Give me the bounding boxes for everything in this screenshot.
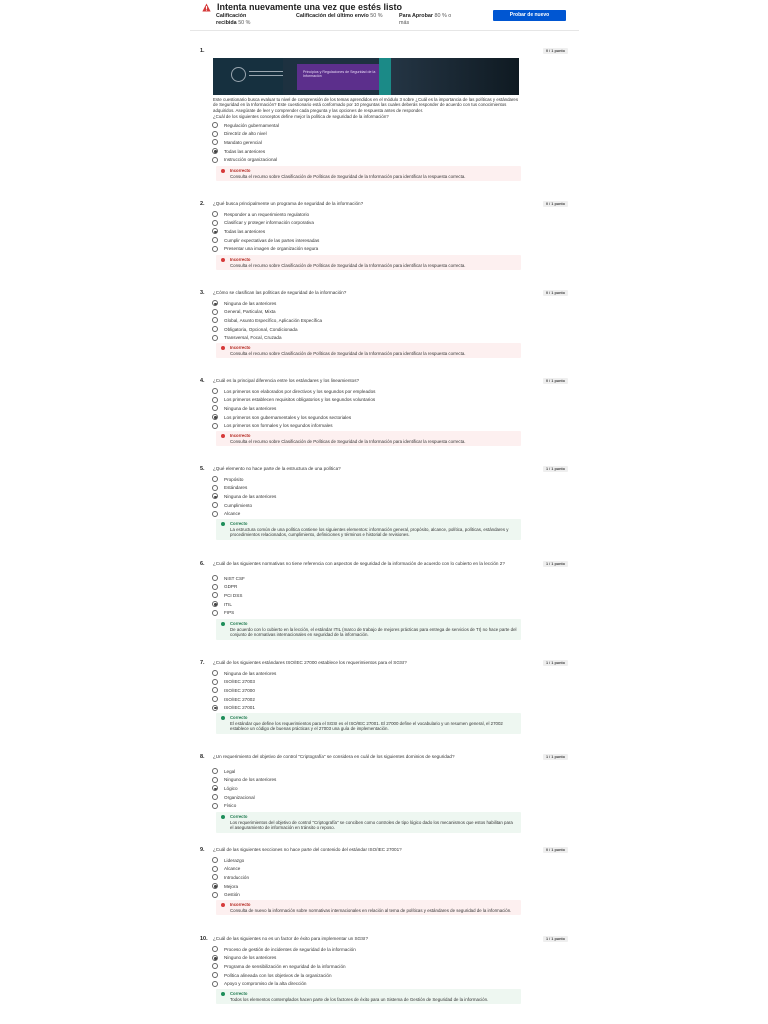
question-text: ¿Un requerimiento del objetivo de control "Criptografía" se considera en cuál de los siguientes dominios de seguridad?	[213, 754, 455, 759]
answer-option-label: Lógico	[224, 785, 238, 791]
radio-icon[interactable]	[212, 777, 218, 783]
warning-icon	[202, 3, 211, 12]
radio-icon[interactable]	[212, 575, 218, 581]
question-number: 3.	[200, 290, 205, 296]
feedback-text: Consulta el recurso sobre Clasificación de Políticas de Seguridad de la Información para identificar la respuesta correcta.	[230, 173, 466, 179]
answer-option[interactable]	[212, 767, 276, 776]
feedback-text: Todos los elementos contemplados hacen parte de los factores de éxito para un Sistema de Gestión de Seguridad de la información.	[230, 996, 489, 1002]
answer-option[interactable]	[212, 227, 319, 236]
question-header	[200, 48, 568, 58]
answer-option-label: Transversal, Focal, Cruzada	[224, 335, 282, 341]
radio-icon[interactable]	[212, 511, 218, 517]
answer-option-label: Responder a un requerimiento regulatorio	[224, 211, 310, 217]
feedback-text: Consulta el recurso sobre Clasificación de Políticas de Seguridad de la Información para identificar la respuesta correcta.	[230, 438, 466, 444]
feedback-title: Incorrecto	[230, 902, 251, 907]
answer-option-label: Regulación gubernamental	[224, 122, 279, 128]
answer-option[interactable]	[212, 979, 356, 988]
question-number: 4.	[200, 378, 205, 384]
answer-option[interactable]	[212, 873, 249, 882]
answer-option-label: Legal	[224, 768, 236, 774]
received-grade-label: Calificación recibida	[216, 13, 247, 26]
answer-options	[212, 945, 356, 988]
answer-option[interactable]	[212, 492, 276, 501]
answer-option-label: Liderazgo	[224, 857, 245, 863]
radio-selected-icon[interactable]	[212, 883, 218, 889]
radio-icon[interactable]	[212, 981, 218, 987]
answer-option[interactable]	[212, 962, 356, 971]
answer-option-label: Estándares	[224, 485, 248, 491]
answer-options	[212, 387, 375, 430]
question-number: 1.	[200, 48, 205, 54]
feedback-correct	[216, 989, 521, 1004]
answer-option[interactable]	[212, 600, 245, 609]
error-icon	[221, 346, 225, 350]
feedback-title: Correcto	[230, 814, 248, 819]
answer-options	[212, 475, 276, 518]
feedback-correct	[216, 812, 521, 833]
answer-option[interactable]	[212, 971, 356, 980]
answer-option[interactable]	[212, 678, 276, 687]
radio-icon[interactable]	[212, 670, 218, 676]
feedback-title: Correcto	[230, 715, 248, 720]
answer-option-label: General, Particular, Mixta	[224, 309, 276, 315]
answer-option-label: Gestión	[224, 892, 240, 898]
answer-option[interactable]	[212, 155, 279, 164]
radio-icon[interactable]	[212, 963, 218, 969]
error-icon	[221, 903, 225, 907]
answer-option-label: Ninguno de los anteriores	[224, 777, 277, 783]
radio-icon[interactable]	[212, 397, 218, 403]
question-text: ¿Cuál de los siguientes conceptos define mejor la política de seguridad de la información?	[213, 114, 389, 119]
question-header	[200, 754, 568, 764]
radio-icon[interactable]	[212, 679, 218, 685]
radio-icon[interactable]	[212, 946, 218, 952]
radio-icon[interactable]	[212, 874, 218, 880]
error-icon	[221, 434, 225, 438]
question-header	[200, 561, 568, 571]
answer-option[interactable]	[212, 669, 276, 678]
radio-icon[interactable]	[212, 246, 218, 252]
answer-option-label: ISO/IEC 27000	[224, 687, 255, 693]
answer-option-label: PCI DSS	[224, 592, 243, 598]
answer-option[interactable]	[212, 784, 276, 793]
answer-option-label: Obligatoria, Opcional, Condicionada	[224, 326, 298, 332]
answer-option[interactable]	[212, 509, 276, 518]
radio-icon[interactable]	[212, 892, 218, 898]
radio-icon[interactable]	[212, 687, 218, 693]
question-text: ¿Cuál de las siguientes normativas no tiene referencia con aspectos de seguridad de la información de acuerdo con lo cubierto en la lección 2?	[213, 561, 505, 566]
answer-options	[212, 669, 276, 712]
answer-option[interactable]	[212, 574, 245, 583]
answer-option[interactable]	[212, 890, 249, 899]
radio-icon[interactable]	[212, 857, 218, 863]
answer-option[interactable]	[212, 591, 245, 600]
answer-option[interactable]	[212, 703, 276, 712]
question-3	[200, 290, 568, 356]
question-6	[200, 561, 568, 638]
banner-title: Intenta nuevamente una vez que estés listo	[217, 2, 403, 12]
answer-option-label: Directriz de alto nivel	[224, 131, 267, 137]
answer-option-label: Ninguna de las anteriores	[224, 670, 277, 676]
feedback-correct	[216, 519, 521, 540]
answer-option-label: Cumplimiento	[224, 502, 253, 508]
feedback-incorrect	[216, 343, 521, 358]
radio-selected-icon[interactable]	[212, 148, 218, 154]
radio-icon[interactable]	[212, 584, 218, 590]
answer-option[interactable]	[212, 333, 322, 342]
answer-option-label: ISO/IEC 27001	[224, 705, 255, 711]
radio-icon[interactable]	[212, 326, 218, 332]
points-badge: 0 / 1 punto	[543, 48, 568, 54]
answer-option[interactable]	[212, 695, 276, 704]
radio-icon[interactable]	[212, 485, 218, 491]
answer-option[interactable]	[212, 387, 375, 396]
feedback-incorrect	[216, 431, 521, 446]
banner-accent-stripe	[379, 58, 391, 95]
question-text: ¿Cómo se clasifican las políticas de seguridad de la información?	[213, 290, 347, 295]
answer-option-label: Programa de sensibilización en seguridad de la información	[224, 963, 346, 969]
answer-option[interactable]	[212, 236, 319, 245]
answer-option[interactable]	[212, 801, 276, 810]
question-9	[200, 847, 568, 913]
points-badge: 0 / 1 punto	[543, 378, 568, 384]
radio-icon[interactable]	[212, 237, 218, 243]
answer-option[interactable]	[212, 583, 245, 592]
radio-icon[interactable]	[212, 610, 218, 616]
feedback-title: Incorrecto	[230, 345, 251, 350]
radio-icon[interactable]	[212, 592, 218, 598]
answer-option[interactable]	[212, 138, 279, 147]
pass-threshold-label: Para Aprobar	[399, 13, 433, 19]
radio-icon[interactable]	[212, 220, 218, 226]
retry-button[interactable]: Probar de nuevo	[493, 10, 566, 21]
answer-option-label: Propósito	[224, 476, 244, 482]
answer-option-label: Físico	[224, 803, 237, 809]
question-4	[200, 378, 568, 444]
answer-option-label: Instrucción organizacional	[224, 157, 278, 163]
question-number: 9.	[200, 847, 205, 853]
question-2	[200, 201, 568, 268]
points-badge: 0 / 1 punto	[543, 290, 568, 296]
answer-option[interactable]	[212, 501, 276, 510]
answer-option[interactable]	[212, 686, 276, 695]
question-text: ¿Cuál es la principal diferencia entre los estándares y los lineamientos?	[213, 378, 360, 383]
answer-option[interactable]	[212, 210, 319, 219]
radio-icon[interactable]	[212, 335, 218, 341]
radio-icon[interactable]	[212, 423, 218, 429]
feedback-text: La estructura común de una política contiene los siguientes elementos: información general, propósito, alcance, política, políticas, estándares y procedimientos relacionados, cumplimiento, definiciones y términos e historial de revisiones.	[230, 526, 509, 538]
radio-selected-icon[interactable]	[212, 414, 218, 420]
radio-icon[interactable]	[212, 309, 218, 315]
radio-icon[interactable]	[212, 405, 218, 411]
answer-option[interactable]	[212, 413, 375, 422]
course-banner-image	[213, 58, 519, 95]
university-logotype	[249, 71, 283, 76]
radio-icon[interactable]	[212, 972, 218, 978]
points-badge: 0 / 1 punto	[543, 201, 568, 207]
quiz-description: Este cuestionario busca evaluar tu nivel de comprensión de los temas aprendidos en el módulo 3 sobre ¿Cuál es la importancia de las políticas y estándares de Seguridad en la Información? Este cuestionario está conformado por 10 preguntas las cuales deberás responder de acuerdo con tus conocimientos adquiridos. Asegúrate de leer y comprender cada pregunta y las opciones de respuesta antes de responder.	[213, 97, 519, 113]
points-badge: 1 / 1 punto	[543, 561, 568, 567]
feedback-correct	[216, 713, 521, 734]
answer-option-label: NIST CSF	[224, 575, 245, 581]
radio-icon[interactable]	[212, 139, 218, 145]
feedback-title: Incorrecto	[230, 168, 251, 173]
answer-option-label: ISO/IEC 27003	[224, 679, 255, 685]
last-submission-value: 50 %	[370, 13, 383, 19]
points-badge: 1 / 1 punto	[543, 660, 568, 666]
received-grade	[216, 13, 266, 27]
error-icon	[221, 169, 225, 173]
answer-options	[212, 574, 245, 617]
check-icon	[221, 522, 225, 526]
error-icon	[221, 258, 225, 262]
radio-selected-icon[interactable]	[212, 493, 218, 499]
question-8	[200, 754, 568, 831]
answer-option[interactable]	[212, 219, 319, 228]
answer-option[interactable]	[212, 856, 249, 865]
received-grade-value: 50 %	[238, 20, 251, 26]
result-banner	[190, 0, 579, 30]
feedback-title: Correcto	[230, 991, 248, 996]
radio-selected-icon[interactable]	[212, 228, 218, 234]
answer-option-label: Organizacional	[224, 794, 255, 800]
answer-option-label: Los primeros son elaborados por directivos y los segundos por empleados	[224, 388, 376, 394]
question-1	[200, 48, 568, 179]
answer-option[interactable]	[212, 404, 375, 413]
answer-option[interactable]	[212, 793, 276, 802]
banner-title-box	[297, 64, 387, 90]
question-text: ¿Cuál de los siguientes estándares ISO/IEC 27000 establece los requerimientos para el SGSI?	[213, 660, 407, 665]
feedback-title: Correcto	[230, 621, 248, 626]
feedback-incorrect	[216, 900, 521, 915]
radio-icon[interactable]	[212, 803, 218, 809]
answer-option-label: Los primeros establecen requisitos obligatorios y los segundos voluntarios	[224, 397, 376, 403]
answer-option[interactable]	[212, 882, 249, 891]
feedback-text: De acuerdo con lo cubierto en la lección, el estándar ITIL (marco de trabajo de mejores prácticas para entrega de servicios de TI) no hace parte del conjunto de normativas internacionales en seguridad de la información.	[230, 626, 517, 638]
radio-icon[interactable]	[212, 211, 218, 217]
question-number: 8.	[200, 754, 205, 760]
answer-option-label: Los primeros son gubernamentales y los segundos sectoriales	[224, 414, 352, 420]
feedback-text: Consulta de nuevo la información sobre normativas internacionales en relación al tema de políticas y estándares de seguridad de la información.	[230, 907, 512, 913]
answer-option-label: Alcance	[224, 866, 241, 872]
radio-icon[interactable]	[212, 476, 218, 482]
feedback-title: Correcto	[230, 521, 248, 526]
question-number: 10.	[200, 936, 208, 942]
feedback-title: Incorrecto	[230, 433, 251, 438]
radio-selected-icon[interactable]	[212, 300, 218, 306]
answer-option-label: Clasificar y proteger información corporativa	[224, 220, 314, 226]
answer-option-label: Global, Asunto Específico, Aplicación Específica	[224, 317, 323, 323]
answer-option-label: Mejora	[224, 883, 239, 889]
radio-icon[interactable]	[212, 502, 218, 508]
radio-selected-icon[interactable]	[212, 785, 218, 791]
check-icon	[221, 622, 225, 626]
feedback-text: Consulta el recurso sobre Clasificación de Políticas de Seguridad de la Información para identificar la respuesta correcta.	[230, 262, 466, 268]
banner-image-title: Principios y Regulaciones de Seguridad de la Información	[303, 70, 376, 79]
radio-selected-icon[interactable]	[212, 601, 218, 607]
question-number: 7.	[200, 660, 205, 666]
question-text: ¿Cuál de las siguientes secciones no hace parte del contenido del estándar ISO/IEC 27001?	[213, 847, 402, 852]
answer-option-label: Presentar una imagen de organización segura	[224, 246, 319, 252]
answer-option[interactable]	[212, 244, 319, 253]
question-5	[200, 466, 568, 538]
feedback-title: Incorrecto	[230, 257, 251, 262]
answer-option-label: Ninguna de las anteriores	[224, 493, 277, 499]
points-badge: 1 / 1 punto	[543, 466, 568, 472]
answer-option[interactable]	[212, 954, 356, 963]
radio-icon[interactable]	[212, 317, 218, 323]
feedback-text: El estándar que define los requerimientos para el SGSI es el ISO/IEC 27001. El 27000 define el vocabulario y un resumen general, el 27002 establece un código de buenas prácticas y el 27003 una guía de implementación.	[230, 720, 503, 732]
answer-option[interactable]	[212, 147, 279, 156]
radio-icon[interactable]	[212, 131, 218, 137]
feedback-correct	[216, 619, 521, 640]
answer-option[interactable]	[212, 130, 279, 139]
answer-option[interactable]	[212, 475, 276, 484]
answer-option-label: Apoyo y compromiso de la alta dirección	[224, 981, 307, 987]
answer-option[interactable]	[212, 608, 245, 617]
radio-icon[interactable]	[212, 794, 218, 800]
question-text: ¿Qué busca principalmente un programa de seguridad de la información?	[213, 201, 364, 206]
banner-photo	[391, 58, 519, 95]
answer-options	[212, 121, 279, 164]
question-number: 2.	[200, 201, 205, 207]
radio-icon[interactable]	[212, 696, 218, 702]
radio-icon[interactable]	[212, 866, 218, 872]
answer-options	[212, 299, 322, 342]
university-seal-icon	[231, 67, 246, 82]
answer-option-label: Alcance	[224, 511, 241, 517]
radio-icon[interactable]	[212, 122, 218, 128]
question-number: 5.	[200, 466, 205, 472]
feedback-text: Los requerimientos del objetivo de control "Criptografía" se conciben como controles de tipo lógico dado los mecanismos que estos habilitan para el aseguramiento de información en tránsito o reposo.	[230, 819, 513, 831]
question-text: ¿Qué elemento no hace parte de la estructura de una política?	[213, 466, 341, 471]
question-header	[200, 847, 568, 857]
radio-icon[interactable]	[212, 388, 218, 394]
banner-divider	[190, 30, 579, 31]
answer-option-label: ISO/IEC 27002	[224, 696, 255, 702]
question-10	[200, 936, 568, 1002]
feedback-text: Consulta el recurso sobre Clasificación de Políticas de Seguridad de la Información para identificar la respuesta correcta.	[230, 350, 466, 356]
radio-icon[interactable]	[212, 157, 218, 163]
question-7	[200, 660, 568, 732]
answer-option-label: Ninguna de las anteriores	[224, 405, 277, 411]
answer-options	[212, 767, 276, 810]
points-badge: 1 / 1 punto	[543, 754, 568, 760]
answer-option[interactable]	[212, 308, 322, 317]
answer-option[interactable]	[212, 865, 249, 874]
radio-selected-icon[interactable]	[212, 705, 218, 711]
answer-option[interactable]	[212, 421, 375, 430]
last-submission-grade	[296, 13, 386, 20]
answer-options	[212, 856, 249, 899]
check-icon	[221, 992, 225, 996]
answer-option[interactable]	[212, 776, 276, 785]
answer-option[interactable]	[212, 121, 279, 130]
question-text: ¿Cuál de las siguientes no es un factor de éxito para implementar un SGSI?	[213, 936, 368, 941]
answer-option-label: Mandato gerencial	[224, 139, 262, 145]
pass-threshold	[399, 13, 459, 27]
answer-option[interactable]	[212, 945, 356, 954]
answer-option-label: Los primeros son formales y los segundos informales	[224, 423, 333, 429]
feedback-incorrect	[216, 166, 521, 181]
answer-option-label: GDPR	[224, 584, 238, 590]
answer-option-label: ITIL	[224, 601, 232, 607]
answer-option-label: Todas las anteriores	[224, 148, 266, 154]
answer-option-label: Proceso de gestión de incidentes de seguridad de la información	[224, 946, 356, 952]
answer-option[interactable]	[212, 484, 276, 493]
banner-left-band	[213, 58, 283, 95]
answer-option-label: Todas las anteriores	[224, 228, 266, 234]
answer-option-label: Introducción	[224, 874, 250, 880]
check-icon	[221, 716, 225, 720]
answer-option[interactable]	[212, 325, 322, 334]
points-badge: 0 / 1 punto	[543, 847, 568, 853]
feedback-incorrect	[216, 255, 521, 270]
answer-option-label: Política alineada con los objetivos de la organización	[224, 972, 332, 978]
banner-title-row	[202, 2, 402, 12]
last-submission-label: Calificación del último envío	[296, 13, 369, 19]
answer-option-label: Cumplir expectativas de las partes interesadas	[224, 237, 320, 243]
answer-option-label: Ninguno de los anteriores	[224, 955, 277, 961]
pass-threshold-value: 80 % o más	[399, 13, 452, 26]
answer-option-label: Ninguna de las anteriores	[224, 300, 277, 306]
answer-option[interactable]	[212, 299, 322, 308]
radio-selected-icon[interactable]	[212, 955, 218, 961]
answer-option-label: FIPS	[224, 610, 235, 616]
answer-option[interactable]	[212, 396, 375, 405]
answer-option[interactable]	[212, 316, 322, 325]
radio-icon[interactable]	[212, 768, 218, 774]
points-badge: 1 / 1 punto	[543, 936, 568, 942]
answer-options	[212, 210, 319, 253]
question-number: 6.	[200, 561, 205, 567]
check-icon	[221, 815, 225, 819]
